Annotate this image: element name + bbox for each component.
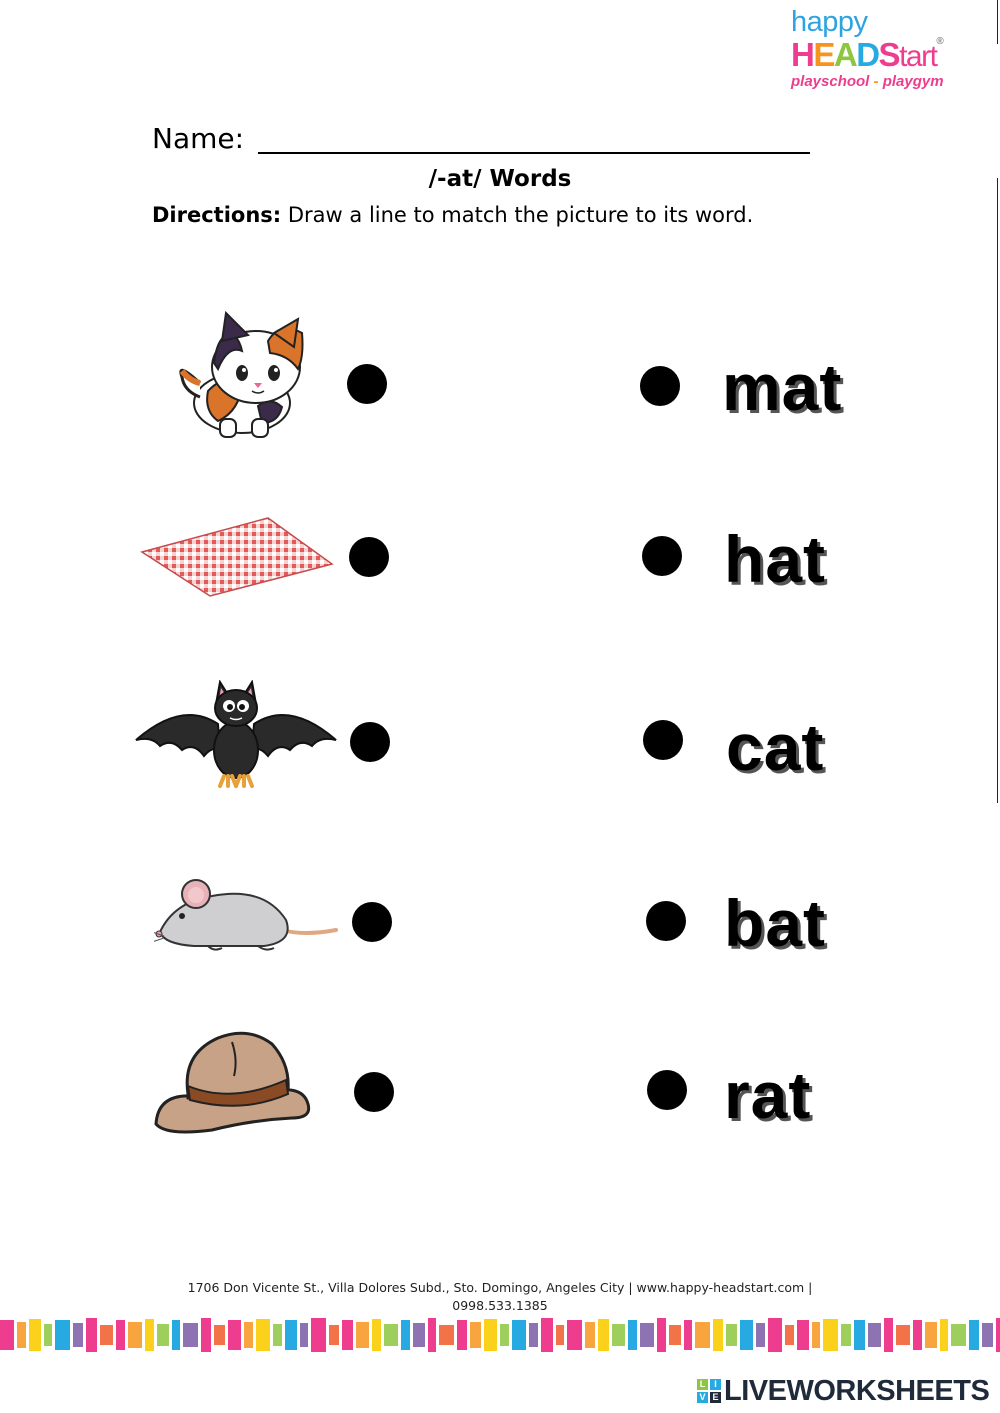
logo-letter: E <box>813 36 834 73</box>
stripe-block <box>812 1322 820 1348</box>
stripe-block <box>356 1322 369 1348</box>
stripe-block <box>428 1318 436 1352</box>
stripe-block <box>756 1323 765 1347</box>
stripe-block <box>541 1318 553 1352</box>
stripe-block <box>228 1320 241 1350</box>
stripe-block <box>128 1322 142 1348</box>
name-label: Name: <box>152 122 245 155</box>
match-dot-left[interactable] <box>347 364 387 404</box>
stripe-block <box>726 1324 737 1346</box>
stripe-block <box>529 1323 538 1347</box>
worksheet-title: /-at/ Words <box>428 166 572 192</box>
directions <box>152 203 753 227</box>
stripe-block <box>913 1320 922 1350</box>
stripe-block <box>73 1323 83 1347</box>
stripe-block <box>785 1325 794 1345</box>
stripe-block <box>884 1318 893 1352</box>
stripe-block <box>273 1324 282 1346</box>
stripe-block <box>512 1320 526 1350</box>
logo-letter: A <box>833 36 857 73</box>
match-dot-right[interactable] <box>643 720 683 760</box>
stripe-block <box>300 1323 308 1347</box>
stripe-block <box>401 1320 410 1350</box>
stripe-block <box>556 1325 564 1345</box>
name-write-line[interactable] <box>258 152 810 154</box>
match-word: hat <box>724 522 826 596</box>
stripe-block <box>797 1320 809 1350</box>
stripe-block <box>201 1318 211 1352</box>
logo-badge-letter: E <box>710 1392 721 1403</box>
stripe-block <box>342 1320 353 1350</box>
logo-tagline <box>791 73 944 90</box>
liveworksheets-brand <box>697 1374 989 1408</box>
stripe-block <box>585 1322 595 1348</box>
stripe-block <box>439 1325 454 1345</box>
stripe-block <box>44 1324 52 1346</box>
stripe-block <box>285 1320 297 1350</box>
match-dot-left[interactable] <box>352 902 392 942</box>
stripe-block <box>669 1325 681 1345</box>
logo-tagline-left: playschool <box>791 73 870 90</box>
match-dot-left[interactable] <box>354 1072 394 1112</box>
stripe-block <box>969 1320 979 1350</box>
stripe-block <box>214 1325 225 1345</box>
stripe-block <box>500 1324 509 1346</box>
stripe-block <box>940 1319 948 1351</box>
stripe-block <box>183 1323 198 1347</box>
page-edge-line <box>997 178 998 803</box>
stripe-block <box>612 1324 625 1346</box>
directions-label: Directions: <box>152 203 282 227</box>
stripe-block <box>854 1320 865 1350</box>
stripe-block <box>470 1322 481 1348</box>
stripe-block <box>628 1320 637 1350</box>
directions-text: Draw a line to match the picture to its word. <box>281 203 754 227</box>
stripe-block <box>841 1324 851 1346</box>
stripe-block <box>657 1318 666 1352</box>
stripe-block <box>100 1325 113 1345</box>
logo-badge-letter: V <box>697 1392 708 1403</box>
match-dot-right[interactable] <box>642 536 682 576</box>
stripe-block <box>17 1322 26 1348</box>
stripe-block <box>384 1324 398 1346</box>
stripe-block <box>0 1320 14 1350</box>
match-dot-right[interactable] <box>640 366 680 406</box>
logo-registered-mark: ® <box>936 36 943 47</box>
calico-cat-icon <box>170 311 312 441</box>
footer-address: 1706 Don Vicente St., Villa Dolores Subd., Sto. Domingo, Angeles City | www.happy-headstart.com | <box>187 1280 813 1295</box>
match-word: bat <box>724 886 826 960</box>
stripe-block <box>244 1322 253 1348</box>
stripe-block <box>640 1323 654 1347</box>
stripe-block <box>684 1320 692 1350</box>
stripe-block <box>925 1322 937 1348</box>
stripe-block <box>567 1320 582 1350</box>
logo-headstart-text <box>791 36 942 74</box>
stripe-block <box>311 1318 326 1352</box>
match-word: cat <box>726 710 825 784</box>
stripe-block <box>823 1319 838 1351</box>
rat-icon <box>154 876 340 952</box>
stripe-block <box>55 1320 70 1350</box>
logo-tagline-sep: - <box>869 73 883 90</box>
logo-letter: D <box>856 36 879 73</box>
match-word: mat <box>722 350 843 424</box>
bat-icon <box>132 680 340 792</box>
picnic-mat-icon <box>140 516 335 598</box>
liveworksheets-logo-icon <box>697 1379 721 1403</box>
stripe-block <box>457 1320 467 1350</box>
match-word: rat <box>724 1058 812 1132</box>
logo-badge-letter: I <box>710 1379 721 1390</box>
stripe-block <box>996 1318 1000 1352</box>
rainbow-stripe <box>0 1318 1000 1352</box>
stripe-block <box>172 1320 180 1350</box>
stripe-block <box>695 1322 710 1348</box>
stripe-block <box>29 1319 41 1351</box>
logo-tagline-right: playgym <box>882 73 944 90</box>
stripe-block <box>484 1319 497 1351</box>
logo-letter: S <box>878 36 900 73</box>
stripe-block <box>982 1323 993 1347</box>
stripe-block <box>116 1320 125 1350</box>
stripe-block <box>896 1325 910 1345</box>
page-edge-line <box>997 0 998 44</box>
logo-letter: tart <box>899 40 937 73</box>
stripe-block <box>329 1325 339 1345</box>
stripe-block <box>868 1323 881 1347</box>
logo-badge-letter: L <box>697 1379 708 1390</box>
match-dot-right[interactable] <box>647 1070 687 1110</box>
logo-letter: H <box>791 36 814 73</box>
stripe-block <box>413 1323 425 1347</box>
footer-phone: 0998.533.1385 <box>452 1298 548 1313</box>
stripe-block <box>951 1324 966 1346</box>
stripe-block <box>256 1319 270 1351</box>
match-dot-left[interactable] <box>350 722 390 762</box>
logo-happy-text: happy <box>791 6 868 38</box>
stripe-block <box>372 1319 381 1351</box>
hat-icon <box>152 1024 314 1134</box>
stripe-block <box>768 1318 782 1352</box>
stripe-block <box>145 1319 154 1351</box>
stripe-block <box>598 1319 609 1351</box>
liveworksheets-wordmark: LIVEWORKSHEETS <box>724 1374 990 1407</box>
match-dot-right[interactable] <box>646 901 686 941</box>
stripe-block <box>157 1324 169 1346</box>
stripe-block <box>740 1320 753 1350</box>
stripe-block <box>86 1318 97 1352</box>
stripe-block <box>713 1319 723 1351</box>
match-dot-left[interactable] <box>349 537 389 577</box>
